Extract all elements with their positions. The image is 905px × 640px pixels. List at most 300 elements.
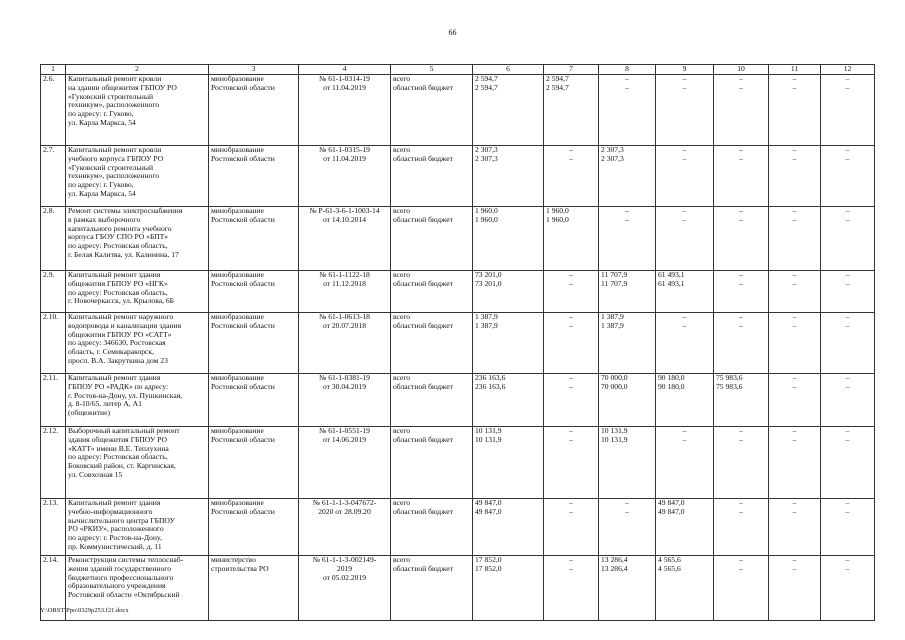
object-name-line: Боковский район, ст. Каргинская, bbox=[68, 461, 176, 471]
amount-value: – bbox=[792, 426, 797, 435]
amount-value: 70 000,0 bbox=[601, 381, 628, 391]
agency-line: Ростовской области bbox=[211, 82, 275, 92]
amount-cell bbox=[473, 499, 544, 556]
amount-cell bbox=[769, 556, 821, 621]
amount-value: – bbox=[739, 206, 743, 215]
amount-value: 2 307,3 bbox=[475, 145, 498, 154]
funding-source-cell bbox=[391, 271, 473, 313]
amount-value: – bbox=[792, 320, 797, 330]
amount-cell bbox=[473, 556, 544, 621]
amount-value: 10 131,9 bbox=[475, 426, 502, 435]
funding-source-line: всего bbox=[393, 270, 411, 279]
amount-value: 70 000,0 bbox=[601, 373, 628, 382]
amount-value: 4 565,6 bbox=[658, 555, 681, 564]
amount-cell bbox=[769, 427, 821, 499]
amount-value: – bbox=[569, 145, 573, 154]
amount-cell bbox=[769, 313, 821, 374]
amount-value: – bbox=[845, 312, 850, 321]
amount-value: 10 131,9 bbox=[601, 426, 628, 435]
amount-value: 1 387,9 bbox=[601, 320, 624, 330]
amount-value: 1 960,0 bbox=[475, 206, 498, 215]
object-name-line: по адресу: 346630, Ростовская bbox=[68, 338, 166, 348]
amount-value: – bbox=[792, 506, 797, 516]
expertise-doc-line: № 61-1-1-3-002149- bbox=[312, 555, 377, 564]
object-name-line: по адресу: Ростовская область, bbox=[68, 287, 168, 297]
agency-line: строительства РО bbox=[211, 563, 269, 573]
agency-line: минобразование bbox=[211, 145, 264, 154]
amount-cell bbox=[769, 374, 821, 427]
amount-cell bbox=[473, 374, 544, 427]
expertise-doc-cell bbox=[299, 207, 391, 271]
amount-cell bbox=[599, 556, 656, 621]
object-name-line: по адресу: Ростовская область, bbox=[68, 452, 168, 462]
object-name-line: техникум», расположенного bbox=[68, 100, 160, 110]
amount-value: – bbox=[845, 498, 850, 507]
amount-value: 75 983,6 bbox=[716, 381, 743, 391]
amount-value: – bbox=[739, 498, 743, 507]
table-row bbox=[41, 207, 875, 271]
object-name-line: общежития ГБПОУ РО «НГК» bbox=[68, 278, 168, 288]
amount-value: 4 565,6 bbox=[658, 563, 681, 573]
amount-cell bbox=[656, 499, 714, 556]
amount-cell bbox=[544, 75, 599, 146]
amount-value: – bbox=[792, 278, 797, 288]
amount-value: – bbox=[845, 555, 850, 564]
funding-source-line: областной бюджет bbox=[393, 434, 453, 444]
agency-cell bbox=[209, 146, 299, 207]
amount-value: 2 307,3 bbox=[475, 153, 498, 163]
agency-cell bbox=[209, 427, 299, 499]
object-name-line: «Гуковский строительный bbox=[68, 91, 154, 101]
funding-source-cell bbox=[391, 313, 473, 374]
amount-cell bbox=[821, 556, 875, 621]
amount-value: – bbox=[739, 214, 743, 224]
funding-source-cell bbox=[391, 427, 473, 499]
object-name-line: Ремонт системы электроснабжения bbox=[68, 206, 183, 215]
amount-value: – bbox=[682, 153, 687, 163]
funding-source-line: областной бюджет bbox=[393, 506, 453, 516]
amount-cell bbox=[656, 271, 714, 313]
amount-value: – bbox=[845, 434, 850, 444]
amount-value: – bbox=[682, 206, 687, 215]
table-row bbox=[41, 75, 875, 146]
amount-value: – bbox=[569, 373, 573, 382]
agency-cell bbox=[209, 499, 299, 556]
object-name-line: ул. Совхозная 15 bbox=[68, 469, 123, 479]
amount-value: – bbox=[792, 82, 797, 92]
amount-value: 17 852,0 bbox=[475, 555, 502, 564]
amount-cell bbox=[714, 499, 769, 556]
amount-value: – bbox=[845, 82, 850, 92]
amount-value: 1 960,0 bbox=[475, 214, 498, 224]
funding-source-line: областной бюджет bbox=[393, 278, 453, 288]
expertise-doc-line: № 61-1-0551-19 bbox=[319, 426, 370, 435]
amount-value: 11 707,9 bbox=[601, 270, 628, 279]
amount-value: – bbox=[739, 320, 743, 330]
expertise-doc-cell bbox=[299, 556, 391, 621]
amount-value: – bbox=[792, 434, 797, 444]
amount-cell bbox=[821, 75, 875, 146]
amount-value: – bbox=[625, 498, 629, 507]
amount-value: 90 180,0 bbox=[658, 373, 685, 382]
amount-cell bbox=[599, 313, 656, 374]
expertise-doc-cell bbox=[299, 374, 391, 427]
amount-value: – bbox=[792, 563, 797, 573]
object-name-line: д. 8-10/65, литер А, А1 bbox=[68, 399, 142, 409]
amount-cell bbox=[544, 374, 599, 427]
amount-cell bbox=[599, 75, 656, 146]
budget-table bbox=[40, 64, 875, 621]
table-row bbox=[41, 499, 875, 556]
amount-value: – bbox=[739, 555, 743, 564]
amount-value: – bbox=[845, 320, 850, 330]
object-name-line: водопровода и канализации здания bbox=[68, 320, 182, 330]
object-name-line: по адресу: г. Гуково, bbox=[68, 180, 134, 190]
amount-value: 10 131,9 bbox=[475, 434, 502, 444]
object-name-line: г. Белая Калитва, ул. Калинина, 17 bbox=[68, 249, 179, 259]
amount-value: – bbox=[682, 434, 687, 444]
agency-cell bbox=[209, 374, 299, 427]
amount-cell bbox=[656, 374, 714, 427]
amount-cell bbox=[599, 207, 656, 271]
amount-value: – bbox=[739, 426, 743, 435]
amount-value: – bbox=[845, 145, 850, 154]
object-name-line: Капитальный ремонт кровли bbox=[68, 145, 162, 154]
expertise-doc-line: № 61-1-0314-19 bbox=[319, 74, 370, 83]
expertise-doc-cell bbox=[299, 146, 391, 207]
amount-value: – bbox=[569, 426, 573, 435]
column-number: 3 bbox=[209, 65, 299, 75]
amount-value: 13 286,4 bbox=[601, 555, 628, 564]
amount-value: 75 983,6 bbox=[716, 373, 743, 382]
amount-value: – bbox=[739, 270, 743, 279]
expertise-doc-line: 2020 от 28.09.20 bbox=[318, 506, 371, 516]
expertise-doc-line: 2019 bbox=[336, 563, 353, 573]
agency-line: минобразование bbox=[211, 373, 264, 382]
object-name-line: Выборочный капитальный ремонт bbox=[68, 426, 180, 435]
object-name-line: г. Ростов-на-Дону, ул. Пушкинская, bbox=[68, 390, 183, 400]
expertise-doc-cell bbox=[299, 75, 391, 146]
table-row bbox=[41, 313, 875, 374]
expertise-doc-cell bbox=[299, 499, 391, 556]
amount-value: – bbox=[792, 312, 797, 321]
object-name-line: Капитальный ремонт здания bbox=[68, 498, 161, 507]
object-name-line: жения зданий государственного bbox=[68, 563, 172, 573]
amount-cell bbox=[769, 75, 821, 146]
object-name-line: ул. Карла Маркса, 54 bbox=[68, 188, 136, 198]
column-number: 2 bbox=[66, 65, 209, 75]
object-name-cell bbox=[66, 271, 209, 313]
agency-line: минобразование bbox=[211, 74, 264, 83]
expertise-doc-line: от 14.10.2014 bbox=[322, 214, 367, 224]
amount-value: – bbox=[739, 145, 743, 154]
row-number: 2.12. bbox=[41, 427, 66, 499]
object-name-line: корпуса ГБОУ СПО РО «БПТ» bbox=[68, 232, 169, 242]
row-number: 2.6. bbox=[41, 75, 66, 146]
amount-cell bbox=[656, 146, 714, 207]
amount-value: – bbox=[792, 373, 797, 382]
amount-cell bbox=[821, 313, 875, 374]
column-number: 1 bbox=[41, 65, 66, 75]
amount-value: – bbox=[569, 555, 573, 564]
amount-value: – bbox=[792, 206, 797, 215]
amount-value: – bbox=[625, 206, 629, 215]
amount-value: – bbox=[792, 270, 797, 279]
expertise-doc-line: от 14.06.2019 bbox=[322, 434, 367, 444]
object-name-line: Капитальный ремонт здания bbox=[68, 373, 161, 382]
object-name-line: просп. В.А. Закруткина дом 23 bbox=[68, 355, 168, 365]
amount-cell bbox=[769, 146, 821, 207]
agency-cell bbox=[209, 75, 299, 146]
amount-value: 2 307,3 bbox=[601, 145, 624, 154]
amount-value: – bbox=[569, 312, 573, 321]
column-number: 7 bbox=[544, 65, 599, 75]
amount-value: – bbox=[682, 145, 687, 154]
object-name-cell bbox=[66, 374, 209, 427]
amount-value: – bbox=[682, 74, 687, 83]
amount-value: 10 131,9 bbox=[601, 434, 628, 444]
amount-value: 2 594,7 bbox=[475, 74, 498, 83]
amount-cell bbox=[544, 146, 599, 207]
amount-value: – bbox=[792, 153, 797, 163]
amount-value: 2 594,7 bbox=[546, 74, 569, 83]
expertise-doc-line: от 11.04.2019 bbox=[323, 153, 366, 163]
object-name-line: «Гуковский строительный bbox=[68, 162, 154, 172]
amount-cell bbox=[714, 374, 769, 427]
expertise-doc-cell bbox=[299, 313, 391, 374]
column-number: 6 bbox=[473, 65, 544, 75]
amount-value: – bbox=[845, 270, 850, 279]
funding-source-line: всего bbox=[393, 426, 411, 435]
object-name-line: вычислительного центра ГБПОУ bbox=[68, 515, 175, 525]
amount-value: – bbox=[569, 320, 573, 330]
agency-cell bbox=[209, 207, 299, 271]
column-number: 5 bbox=[391, 65, 473, 75]
amount-value: – bbox=[569, 278, 573, 288]
amount-value: 1 960,0 bbox=[546, 214, 569, 224]
amount-cell bbox=[599, 499, 656, 556]
amount-value: – bbox=[625, 74, 629, 83]
amount-cell bbox=[714, 313, 769, 374]
amount-value: – bbox=[569, 506, 573, 516]
amount-cell bbox=[656, 207, 714, 271]
row-number: 2.9. bbox=[41, 271, 66, 313]
expertise-doc-line: № 61-1-0381-19 bbox=[319, 373, 370, 382]
agency-cell bbox=[209, 271, 299, 313]
funding-source-line: всего bbox=[393, 373, 411, 382]
table-row bbox=[41, 556, 875, 621]
agency-line: минобразование bbox=[211, 206, 264, 215]
amount-value: 1 960,0 bbox=[546, 206, 569, 215]
amount-cell bbox=[714, 207, 769, 271]
amount-cell bbox=[821, 499, 875, 556]
amount-cell bbox=[714, 556, 769, 621]
amount-value: – bbox=[792, 74, 797, 83]
amount-value: – bbox=[792, 498, 797, 507]
object-name-line: Капитальный ремонт наружного bbox=[68, 312, 174, 321]
amount-value: – bbox=[569, 153, 573, 163]
expertise-doc-line: № Р-61-3-6-1-1003-14 bbox=[309, 206, 380, 215]
amount-value: – bbox=[682, 312, 687, 321]
table-row bbox=[41, 427, 875, 499]
expertise-doc-line: от 20.07.2018 bbox=[322, 320, 367, 330]
amount-cell bbox=[769, 207, 821, 271]
object-name-line: техникум», расположенного bbox=[68, 171, 160, 181]
amount-value: – bbox=[845, 74, 850, 83]
amount-value: – bbox=[739, 563, 743, 573]
row-number: 2.10. bbox=[41, 313, 66, 374]
object-name-line: здания общежития ГБПОУ РО bbox=[68, 434, 167, 444]
object-name-line: (общежитие) bbox=[68, 408, 110, 418]
amount-value: – bbox=[682, 426, 687, 435]
amount-value: 1 387,9 bbox=[475, 312, 498, 321]
object-name-line: по адресу: Ростовская область, bbox=[68, 241, 168, 251]
page-number: 66 bbox=[448, 28, 457, 37]
amount-cell bbox=[714, 271, 769, 313]
amount-value: 49 847,0 bbox=[658, 498, 685, 507]
funding-source-line: всего bbox=[393, 74, 411, 83]
agency-line: минобразование bbox=[211, 498, 264, 507]
funding-source-line: областной бюджет bbox=[393, 381, 453, 391]
object-name-cell bbox=[66, 499, 209, 556]
object-name-cell bbox=[66, 207, 209, 271]
amount-value: – bbox=[845, 153, 850, 163]
object-name-line: общежития ГБПОУ РО «САТТ» bbox=[68, 329, 172, 339]
column-number: 11 bbox=[769, 65, 821, 75]
amount-value: – bbox=[682, 82, 687, 92]
agency-line: Ростовской области bbox=[211, 506, 275, 516]
amount-value: 1 387,9 bbox=[601, 312, 624, 321]
expertise-doc-cell bbox=[299, 427, 391, 499]
amount-value: 2 594,7 bbox=[546, 82, 569, 92]
agency-cell bbox=[209, 556, 299, 621]
agency-line: минобразование bbox=[211, 312, 264, 321]
row-number: 2.8. bbox=[41, 207, 66, 271]
amount-value: 17 852,0 bbox=[475, 563, 502, 573]
object-name-line: бюджетного профессионального bbox=[68, 572, 174, 582]
amount-cell bbox=[473, 313, 544, 374]
funding-source-cell bbox=[391, 207, 473, 271]
amount-value: – bbox=[739, 74, 743, 83]
table-row bbox=[41, 271, 875, 313]
amount-cell bbox=[599, 146, 656, 207]
column-number: 10 bbox=[714, 65, 769, 75]
amount-value: 73 201,0 bbox=[475, 270, 502, 279]
funding-source-cell bbox=[391, 374, 473, 427]
object-name-cell bbox=[66, 427, 209, 499]
amount-value: – bbox=[845, 278, 850, 288]
expertise-doc-line: от 11.04.2019 bbox=[323, 82, 366, 92]
amount-cell bbox=[714, 427, 769, 499]
amount-value: – bbox=[792, 381, 797, 391]
amount-value: – bbox=[569, 563, 573, 573]
amount-cell bbox=[599, 374, 656, 427]
amount-cell bbox=[599, 271, 656, 313]
amount-cell bbox=[473, 75, 544, 146]
expertise-doc-line: № 61-1-1122-18 bbox=[319, 270, 370, 279]
amount-value: – bbox=[569, 498, 573, 507]
amount-cell bbox=[656, 556, 714, 621]
agency-line: минобразование bbox=[211, 270, 264, 279]
object-name-cell bbox=[66, 146, 209, 207]
object-name-line: Капитальный ремонт здания bbox=[68, 270, 161, 279]
funding-source-line: всего bbox=[393, 206, 411, 215]
object-name-line: Ростовской области «Октябрьский bbox=[68, 590, 180, 600]
funding-source-line: областной бюджет bbox=[393, 82, 453, 92]
amount-value: – bbox=[845, 373, 850, 382]
amount-value: – bbox=[739, 153, 743, 163]
funding-source-line: областной бюджет bbox=[393, 214, 453, 224]
amount-cell bbox=[544, 271, 599, 313]
amount-cell bbox=[544, 313, 599, 374]
amount-value: – bbox=[682, 214, 687, 224]
amount-cell bbox=[769, 499, 821, 556]
amount-value: – bbox=[682, 320, 687, 330]
object-name-line: Реконструкция системы теплоснаб- bbox=[68, 555, 184, 564]
amount-cell bbox=[821, 146, 875, 207]
amount-value: 2 307,3 bbox=[601, 153, 624, 163]
agency-line: Ростовской области bbox=[211, 153, 275, 163]
column-number: 4 bbox=[299, 65, 391, 75]
amount-value: – bbox=[845, 214, 850, 224]
amount-value: – bbox=[792, 555, 797, 564]
amount-value: – bbox=[739, 312, 743, 321]
amount-value: – bbox=[845, 381, 850, 391]
amount-value: 90 180,0 bbox=[658, 381, 685, 391]
row-number: 2.13. bbox=[41, 499, 66, 556]
row-number: 2.7. bbox=[41, 146, 66, 207]
object-name-line: образовательного учреждения bbox=[68, 581, 166, 591]
amount-cell bbox=[821, 427, 875, 499]
funding-source-line: областной бюджет bbox=[393, 320, 453, 330]
expertise-doc-line: от 30.04.2019 bbox=[322, 381, 367, 391]
expertise-doc-line: № 61-1-1-3-047672- bbox=[312, 498, 377, 507]
expertise-doc-line: от 05.02.2019 bbox=[322, 572, 367, 582]
object-name-line: по адресу: г. Гуково, bbox=[68, 109, 134, 119]
amount-cell bbox=[599, 427, 656, 499]
agency-line: Ростовской области bbox=[211, 434, 275, 444]
amount-value: 61 493,1 bbox=[658, 278, 685, 288]
funding-source-cell bbox=[391, 556, 473, 621]
object-name-cell bbox=[66, 313, 209, 374]
amount-cell bbox=[714, 146, 769, 207]
funding-source-line: областной бюджет bbox=[393, 153, 453, 163]
amount-cell bbox=[714, 75, 769, 146]
funding-source-cell bbox=[391, 146, 473, 207]
amount-value: 236 163,6 bbox=[475, 381, 506, 391]
agency-line: Ростовской области bbox=[211, 320, 275, 330]
amount-value: 61 493,1 bbox=[658, 270, 685, 279]
agency-line: Ростовской области bbox=[211, 278, 275, 288]
column-number-row bbox=[41, 65, 875, 75]
funding-source-line: областной бюджет bbox=[393, 563, 453, 573]
column-number: 12 bbox=[821, 65, 875, 75]
object-name-line: учебно-информационного bbox=[68, 506, 153, 516]
expertise-doc-line: от 11.12.2018 bbox=[323, 278, 366, 288]
amount-value: 13 286,4 bbox=[601, 563, 628, 573]
amount-value: – bbox=[569, 381, 573, 391]
funding-source-line: всего bbox=[393, 145, 411, 154]
funding-source-line: всего bbox=[393, 312, 411, 321]
amount-cell bbox=[656, 313, 714, 374]
column-number: 8 bbox=[599, 65, 656, 75]
funding-source-line: всего bbox=[393, 555, 411, 564]
row-number: 2.14. bbox=[41, 556, 66, 621]
amount-value: – bbox=[625, 214, 629, 224]
expertise-doc-line: № 61-1-0315-19 bbox=[319, 145, 370, 154]
amount-value: 73 201,0 bbox=[475, 278, 502, 288]
agency-line: министерство bbox=[211, 555, 256, 564]
